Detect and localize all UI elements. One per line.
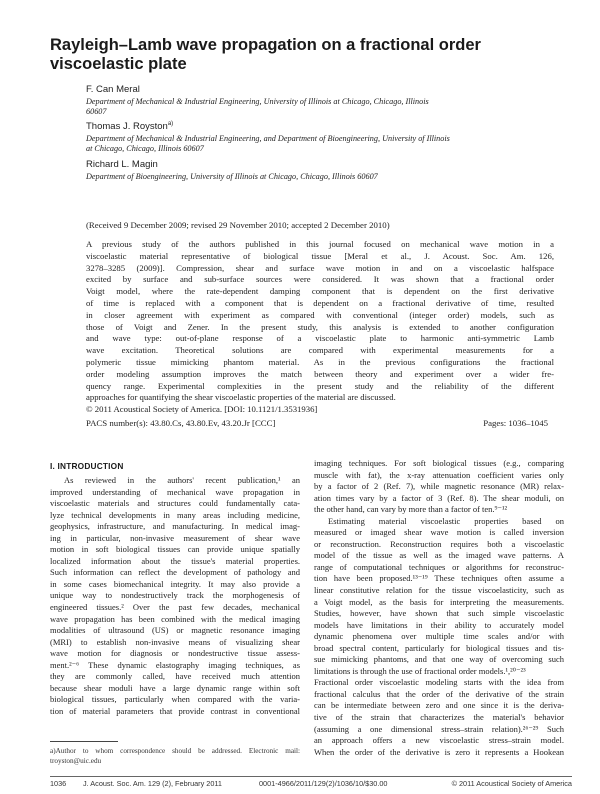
abstract-line: of time is replaced with a component that is dependent on a fractional derivative of time, resulted	[86, 297, 554, 308]
abstract-line: order modeling assumption improves the match between theory and experiment over a wider fre-	[86, 368, 554, 379]
body-line: an approach offers a new viscoelastic stress–strain model.	[314, 735, 564, 746]
body-line: or reconstruction. Reconstruction requires both a viscoelastic	[314, 538, 564, 549]
page-range: Pages: 1036–1045	[483, 418, 548, 428]
body-line: tive of the strain that characterizes the material's behavior	[314, 712, 564, 723]
body-line: by a factor of 2 (Ref. 7), while magnetic resonance (MR) relax-	[314, 481, 564, 492]
body-line: muscle with fat), the x-ray attenuation coefficient varies only	[314, 469, 564, 480]
footnote-line: a)Author to whom correspondence should be addressed. Electronic mail:	[50, 747, 300, 755]
body-line: models have limitations in their ability to accurately model	[314, 619, 564, 630]
body-line: Studies, however, have shown that such simple viscoelastic	[314, 608, 564, 619]
body-line: When the order of the derivative is zero it represents a Hookean	[314, 746, 564, 757]
body-line: biological tissues, particularly when compared with the varia-	[50, 694, 300, 705]
abstract-line: excited by surface and sub-surface sources were considered. It was shown that a fractional order	[86, 274, 554, 285]
body-line: unique way to nondestructively track the morphogenesis of	[50, 590, 300, 601]
footnote-marker[interactable]: a)	[167, 121, 174, 127]
author-affiliation	[86, 172, 546, 182]
body-line: can be intermediate between zero and one since it is the deriva-	[314, 700, 564, 711]
body-line: Estimating material viscoelastic properties based on	[328, 515, 564, 526]
body-line: improved understanding of mechanical wave propagation in	[50, 486, 300, 497]
abstract	[86, 239, 554, 416]
affiliation-line: at Chicago, Chicago, Illinois 60607	[86, 144, 204, 154]
abstract-line: those of Voigt and Zener. In the present study, this analysis is extended to another configuration	[86, 321, 554, 332]
body-line: in some cases biomechanical integrity. It may also provide a	[50, 578, 300, 589]
body-line: range of computational techniques or algorithms for reconstruc-	[314, 561, 564, 572]
author-name: Richard L. Magin	[86, 159, 158, 170]
body-line: model of the tissue as well as the imaged wave patterns. A	[314, 550, 564, 561]
abstract-line: quency range. Experimental complexities in the present study and the reliability of the different	[86, 380, 554, 391]
footer-divider	[50, 776, 572, 777]
abstract-line: in closer agreement with experiment as compared with conventional (integer order) models, such as	[86, 309, 554, 320]
body-line: linear constitutive relation for the tissue viscoelasticity, such as	[314, 585, 564, 596]
body-line: wave motion for diagnosis or nondestructive tissue assess-	[50, 648, 300, 659]
paper-title	[50, 36, 570, 74]
author-affiliation	[86, 134, 546, 155]
body-line: limitations is through the use of fractional order models.¹,²⁰⁻²³	[314, 665, 526, 676]
footnote-divider	[50, 741, 118, 742]
pacs-numbers: PACS number(s): 43.80.Cs, 43.80.Ev, 43.20.Jr [CCC]	[86, 418, 276, 428]
affiliation-line: Department of Mechanical & Industrial Engineering, and Department of Bioengineering, University of Illinois	[86, 134, 450, 143]
body-line: ing in particular, non-invasive measurement of shear wave	[50, 532, 300, 543]
title-line: viscoelastic plate	[50, 55, 187, 73]
body-line: (assuming a one dimensional stress–strain relation).²⁶⁻²⁹ Such	[314, 723, 564, 734]
abstract-line: 3278–3285 (2009)]. Compression, shear and surface wave motion in and on a viscoelastic halfspace	[86, 262, 554, 273]
affiliation-line: Department of Mechanical & Industrial Engineering, University of Illinois at Chicago, Chicago, Illinois	[86, 97, 429, 106]
body-line: geophysics, infrastructure, and manufacturing. In medical imag-	[50, 521, 300, 532]
body-line: modalities of ultrasound (US) or magnetic resonance imaging	[50, 625, 300, 636]
body-line: wave propagation has been combined with the medical imaging	[50, 613, 300, 624]
body-line: dynamic phenomena over multiple time scales and/or with	[314, 631, 564, 642]
abstract-line: polymeric tissue mimicking phantom material. As in the previous configurations the fractional	[86, 356, 554, 367]
body-line: As reviewed in the authors' recent publication,¹ an	[64, 475, 300, 485]
body-line: viscoelastic materials and structures could fundamentally cata-	[50, 498, 300, 509]
body-line: ation times vary by a factor of 3 (Ref. 8). The shear moduli, on	[314, 492, 564, 503]
body-line: ment.²⁻⁶ These dynamic elastography imaging techniques, as	[50, 659, 300, 670]
body-line: Such information can reflect the development of pathology and	[50, 567, 300, 578]
body-line: because shear moduli have a large dynamic range within soft	[50, 682, 300, 693]
body-line: they are commonly called, have received much attention	[50, 671, 300, 682]
author-affiliation	[86, 97, 546, 118]
copyright-notice: © 2011 Acoustical Society of America	[451, 779, 572, 788]
body-line: lyze technical developments in many areas including medicine,	[50, 509, 300, 520]
abstract-line: viscoelastic material representative of biological tissue [Meral et al., J. Acoust. Soc. Am. 126,	[86, 250, 554, 261]
body-line: motion in soft biological tissues can provide unique spatially	[50, 544, 300, 555]
affiliation-line: 60607	[86, 107, 107, 117]
author-name: F. Can Meral	[86, 84, 140, 95]
body-line: (MRI) to establish non-invasive means of visualizing shear	[50, 636, 300, 647]
title-line: Rayleigh–Lamb wave propagation on a fractional order	[50, 36, 481, 54]
page-number: 1036	[50, 779, 67, 788]
abstract-copyright-doi[interactable]: © 2011 Acoustical Society of America. [DOI: 10.1121/1.3531936]	[86, 404, 318, 415]
body-line: localized information about the tissue's material properties.	[50, 555, 300, 566]
body-line: a Voigt model, as the basis for interpreting the measurements.	[314, 596, 564, 607]
author-name: Thomas J. Royston$^{a)}$	[86, 121, 174, 133]
abstract-line: wave excitation. Theoretical solutions are compared with experimental measurements for a	[86, 345, 554, 356]
body-line: sue mimicking phantoms, and that one way of overcoming such	[314, 654, 564, 665]
body-line: imaging techniques. For soft biological tissues (e.g., comparing	[314, 458, 564, 468]
abstract-line: Voigt model, where the rate-dependent damping component that is dependent on the first derivative	[86, 286, 554, 297]
body-line: tion have been proposed.¹³⁻¹⁹ These techniques often assume a	[314, 573, 564, 584]
journal-citation: J. Acoust. Soc. Am. 129 (2), February 2011	[83, 779, 222, 788]
body-line: the other hand, can vary by more than a factor of ten.⁹⁻¹²	[314, 504, 508, 515]
footnote	[50, 746, 300, 766]
body-line: broad spectral content, particularly for biological tissues and tis-	[314, 642, 564, 653]
received-dates: (Received 9 December 2009; revised 29 November 2010; accepted 2 December 2010)	[86, 220, 390, 230]
footnote-email-link[interactable]: troyston@uic.edu	[50, 757, 102, 765]
section-heading: I. INTRODUCTION	[50, 461, 124, 471]
body-line: engineered tissues.² Over the past few decades, mechanical	[50, 602, 300, 613]
body-line: fractional calculus that the order of the derivative of the strain	[314, 688, 564, 699]
body-line: measured or imaged shear wave motion is called inversion	[314, 527, 564, 538]
abstract-line: and wave type: out-of-plane response of a viscoelastic plate to harmonic anti-symmetric Lamb	[86, 333, 554, 344]
body-column-right	[314, 458, 564, 758]
body-line: Fractional order viscoelastic modeling starts with the idea from	[314, 677, 564, 688]
article-code: 0001-4966/2011/129(2)/1036/10/$30.00	[259, 779, 388, 788]
abstract-line: A previous study of the authors published in this journal focused on mechanical wave motion in a	[86, 239, 554, 249]
body-column-left	[50, 475, 300, 717]
affiliation-line: Department of Bioengineering, University of Illinois at Chicago, Chicago, Illinois 60607	[86, 172, 378, 181]
abstract-line: approaches for quantifying the shear viscoelastic properties of the material are discussed.	[86, 392, 396, 403]
body-line: tion of material parameters that provide contrast in conventional	[50, 705, 300, 716]
